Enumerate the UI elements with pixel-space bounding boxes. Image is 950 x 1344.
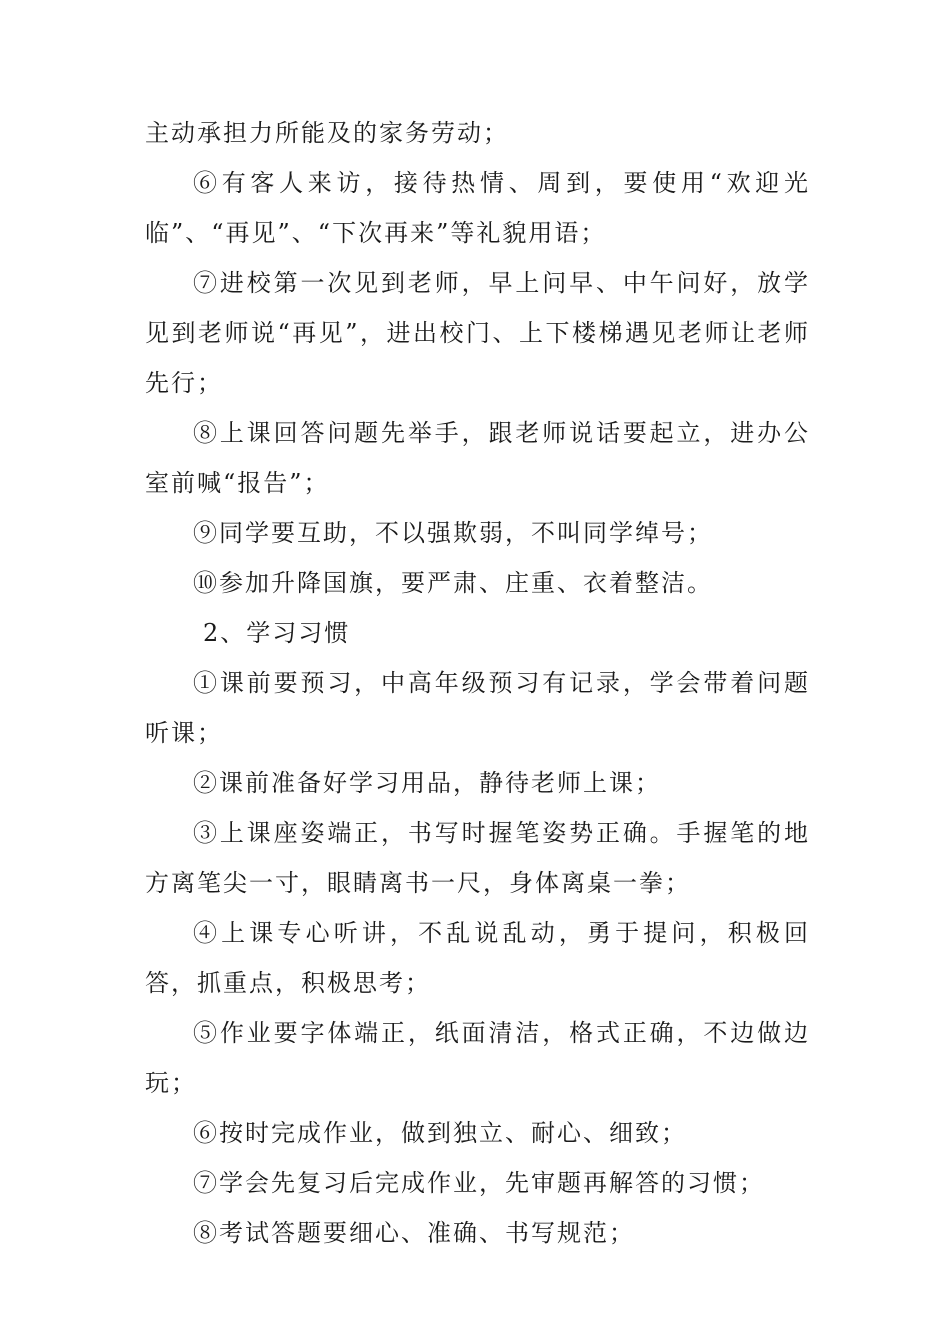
paragraph-study-item-2-supplies: ②课前准备好学习用品，静待老师上课； — [193, 769, 661, 797]
paragraph-item-9-mutual-help: ⑨同学要互助，不以强欺弱，不叫同学绰号； — [193, 519, 713, 547]
paragraph-item-6-guests: ⑥有客人来访，接待热情、周到，要使用“欢迎光临”、“再见”、“下次再来”等礼貌用语； — [145, 169, 810, 247]
paragraph-study-item-6-on-time: ⑥按时完成作业，做到独立、耐心、细致； — [193, 1119, 687, 1147]
paragraph-study-item-1-preview: ①课前要预习，中高年级预习有记录，学会带着问题听课； — [145, 669, 810, 747]
document-page — [145, 108, 810, 1258]
paragraph-study-item-4-listen: ④上课专心听讲，不乱说乱动，勇于提问，积极回答，抓重点，积极思考； — [145, 919, 810, 997]
paragraph-item-8-raise-hand: ⑧上课回答问题先举手，跟老师说话要起立，进办公室前喊“报告”； — [145, 419, 810, 497]
paragraph-item-10-flag-ceremony: ⑩参加升降国旗，要严肃、庄重、衣着整洁。 — [193, 569, 713, 597]
paragraph-study-item-7-review-first: ⑦学会先复习后完成作业，先审题再解答的习惯； — [193, 1169, 765, 1197]
section-heading-study-habits: 2、学习习惯 — [203, 619, 351, 647]
paragraph-study-item-8-exam: ⑧考试答题要细心、准确、书写规范； — [193, 1219, 635, 1247]
paragraph-household-chores: 主动承担力所能及的家务劳动； — [145, 119, 509, 147]
paragraph-study-item-5-homework-neat: ⑤作业要字体端正，纸面清洁，格式正确，不边做边玩； — [145, 1019, 810, 1097]
paragraph-study-item-3-posture: ③上课座姿端正，书写时握笔姿势正确。手握笔的地方离笔尖一寸，眼睛离书一尺，身体离桌一拳； — [145, 819, 810, 897]
paragraph-item-7-greet-teachers: ⑦进校第一次见到老师，早上问早、中午问好，放学见到老师说“再见”，进出校门、上下楼梯遇见老师让老师先行； — [145, 269, 810, 397]
